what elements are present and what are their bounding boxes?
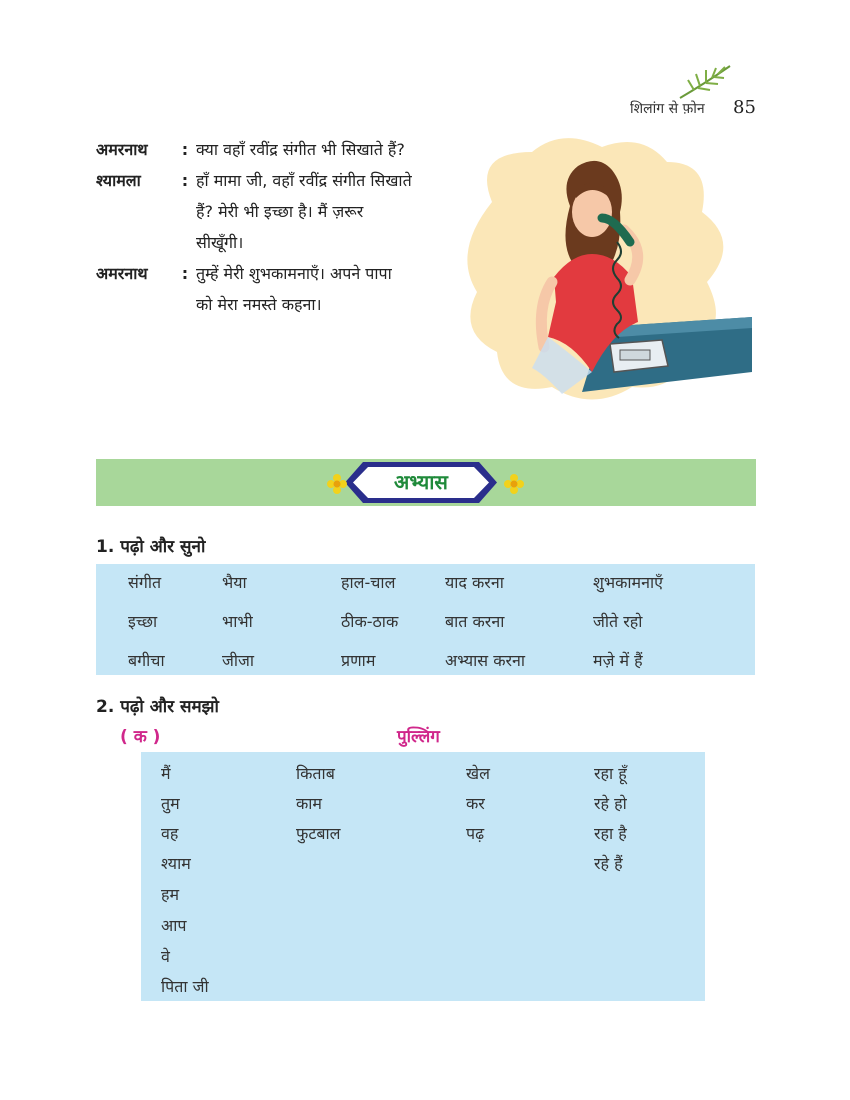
exercise-title: अभ्यास (394, 470, 448, 494)
dialog-text: को मेरा नमस्ते कहना। (196, 295, 322, 314)
table-cell: ठीक-ठाक (341, 612, 399, 631)
table-cell: शुभकामनाएँ (593, 573, 664, 592)
leaf-sprig-icon (676, 62, 736, 102)
gender-label: पुल्लिंग (397, 727, 440, 747)
table-cell: पढ़ (466, 824, 485, 843)
table-cell: कर (466, 794, 485, 813)
table-cell: खेल (466, 764, 490, 783)
speaker-name: श्यामला (96, 171, 141, 190)
table-cell: जीते रहो (593, 612, 643, 631)
table-cell: हम (161, 885, 180, 904)
speaker-name: अमरनाथ (96, 140, 148, 159)
table-cell: फुटबाल (296, 824, 341, 843)
table-cell: भैया (222, 573, 247, 592)
sub-label-ka: ( क ) (120, 727, 161, 747)
table-cell: किताब (296, 764, 335, 783)
dialog-line: अमरनाथ : तुम्हें मेरी शुभकामनाएँ। अपने पापा को मेरा नमस्ते कहना। (96, 258, 441, 320)
section2-word-table (141, 752, 705, 1001)
table-cell: मज़े में हैं (593, 651, 643, 670)
table-cell: बगीचा (128, 651, 165, 670)
section2-heading: 2. पढ़ो और समझो (96, 697, 219, 717)
table-cell: रहा है (594, 824, 627, 843)
table-cell: रहे हैं (594, 854, 623, 873)
section1-word-table (96, 564, 755, 675)
page-header (630, 97, 760, 121)
table-cell: अभ्यास करना (445, 651, 526, 670)
table-cell: वे (161, 947, 170, 966)
dialog-block (96, 134, 441, 320)
table-cell: आप (161, 916, 187, 935)
table-cell: भाभी (222, 612, 253, 631)
table-cell: वह (161, 824, 179, 843)
flower-icon (504, 474, 524, 494)
dialog-text: हैं? मेरी भी इच्छा है। मैं ज़रूर (196, 202, 364, 221)
section1-heading: 1. पढ़ो और सुनो (96, 537, 206, 557)
table-cell: तुम (161, 794, 180, 813)
dialog-line: श्यामला : हाँ मामा जी, वहाँ रवींद्र संगीत सिखाते हैं? मेरी भी इच्छा है। मैं ज़रूर सीखूँगी। (96, 165, 441, 258)
table-cell: प्रणाम (341, 651, 376, 670)
chapter-title: शिलांग से फ़ोन (630, 101, 705, 117)
table-cell: रहा हूँ (594, 764, 627, 783)
table-cell: पिता जी (161, 977, 209, 996)
table-cell: याद करना (445, 573, 504, 592)
dialog-line: अमरनाथ : क्या वहाँ रवींद्र संगीत भी सिखाते हैं? (96, 134, 441, 165)
table-cell: मैं (161, 764, 171, 783)
speaker-name: अमरनाथ (96, 264, 148, 283)
girl-on-phone-illustration (452, 132, 752, 412)
page-number: 85 (733, 97, 756, 118)
table-cell: संगीत (128, 573, 162, 592)
table-cell: रहे हो (594, 794, 627, 813)
dialog-text: सीखूँगी। (196, 233, 244, 252)
dialog-text: तुम्हें मेरी शुभकामनाएँ। अपने पापा (196, 264, 392, 283)
table-cell: बात करना (445, 612, 505, 631)
table-cell: श्याम (161, 854, 191, 873)
dialog-text: क्या वहाँ रवींद्र संगीत भी सिखाते हैं? (196, 140, 405, 159)
table-cell: हाल-चाल (341, 573, 396, 592)
table-cell: जीजा (222, 651, 255, 670)
table-cell: काम (296, 794, 323, 813)
table-cell: इच्छा (128, 612, 158, 631)
flower-icon (327, 474, 347, 494)
dialog-text: हाँ मामा जी, वहाँ रवींद्र संगीत सिखाते (196, 171, 412, 190)
